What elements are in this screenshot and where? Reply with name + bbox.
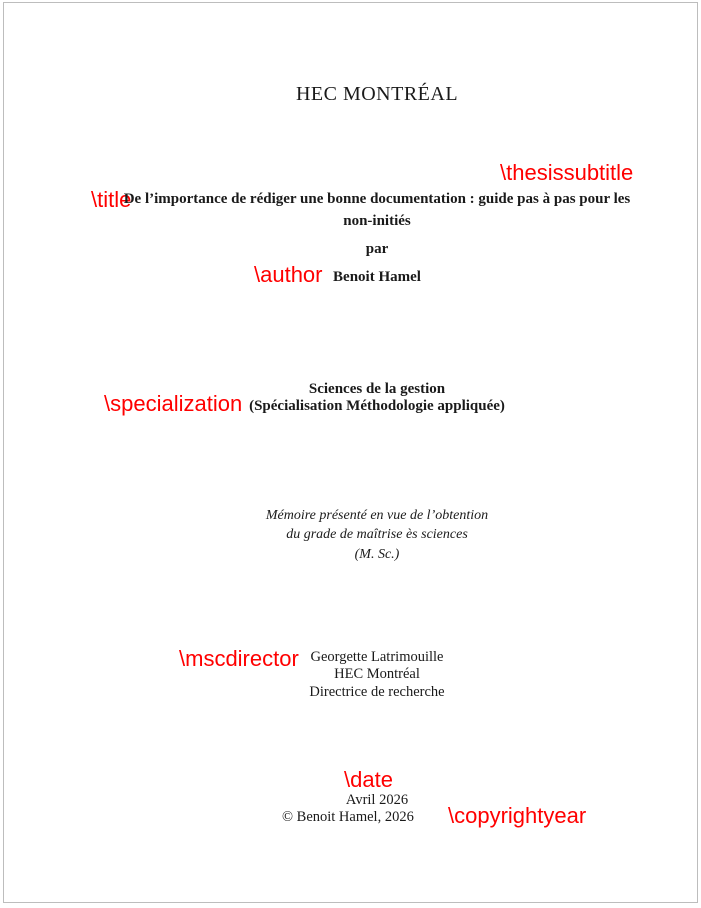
director-role: Directrice de recherche [309, 684, 445, 700]
degree-statement-line3: (M. Sc.) [354, 547, 400, 562]
thesis-title-line1: De l’importance de rédiger une bonne documentation : guide pas à pas pour les [123, 191, 631, 207]
institution-name: HEC MONTRÉAL [295, 83, 459, 105]
specialization-program: Sciences de la gestion [308, 381, 446, 397]
latex-command-date: \date [344, 767, 393, 792]
latex-command-thesissubtitle: \thesissubtitle [500, 160, 634, 185]
degree-statement-line1: Mémoire présenté en vue de l’obtention [265, 508, 489, 523]
byline-par: par [365, 241, 389, 257]
degree-statement-line2: du grade de maîtrise ès sciences [286, 527, 468, 542]
latex-command-mscdirector: \mscdirector [179, 646, 299, 671]
author-name: Benoit Hamel [333, 269, 421, 285]
specialization-option: (Spécialisation Méthodologie appliquée) [249, 398, 505, 414]
copyright-notice: © Benoit Hamel, 2026 [282, 809, 414, 825]
thesis-title-line2: non-initiés [343, 213, 411, 229]
director-name: Georgette Latrimouille [310, 649, 444, 665]
director-institution: HEC Montréal [334, 666, 420, 682]
latex-command-copyrightyear: \copyrightyear [448, 803, 587, 828]
latex-command-title: \title [91, 187, 132, 212]
latex-command-author: \author [254, 262, 323, 287]
date-value: Avril 2026 [345, 792, 409, 808]
latex-command-specialization: \specialization [104, 391, 243, 416]
